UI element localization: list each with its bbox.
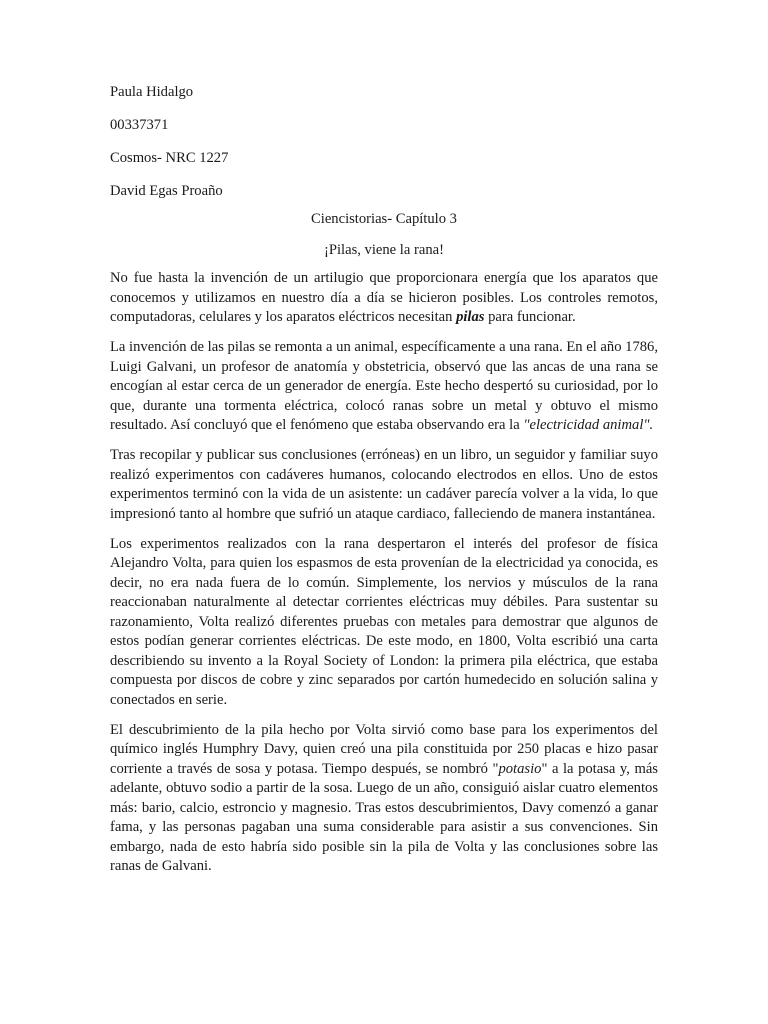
- paragraph-1: [110, 269, 658, 328]
- course-name: Cosmos- NRC 1227: [110, 150, 229, 166]
- paragraph-1-text-b: para funcionar.: [484, 309, 576, 325]
- paragraph-3: Tras recopilar y publicar sus conclusiones (erróneas) en un libro, un seguidor y familiar suyo realizó experimentos con cadáveres humanos, colocando electrodos en ellos. Uno de estos experimentos terminó con la vida de un asistente: un cadáver parecía volver a la vida, lo que impresionó tanto al hombre que sufrió un ataque cardiaco, falleciendo de manera instantánea.: [110, 447, 658, 522]
- paragraph-5: [110, 721, 658, 877]
- student-id: 00337371: [110, 117, 169, 133]
- paragraph-2-text-a: La invención de las pilas se remonta a un animal, específicamente a una rana. En el año 1786, Luigi Galvani, un profesor de anatomía y obstetricia, observó que las ancas de una rana se encogían al estar cerca de un generador de energía. Este hecho despertó su curiosidad, por lo que, durante una tormenta eléctrica, colocó ranas sobre un metal y obtuvo el mismo resultado. Así concluyó que el fenómeno que estaba observando era la: [110, 339, 658, 433]
- paragraph-2: [110, 338, 658, 436]
- paragraph-1-emphasis: pilas: [456, 309, 485, 325]
- professor-name: David Egas Proaño: [110, 183, 223, 199]
- author-name: Paula Hidalgo: [110, 84, 194, 100]
- paragraph-5-text-b: " a la potasa y, más adelante, obtuvo sodio a partir de la sosa. Luego de un año, consiguió aislar cuatro elementos más: bario, calcio, estroncio y magnesio. Tras estos descubrimientos, Davy comenzó a ganar fama, y las personas pagaban una suma considerable para asistir a sus convenciones. Sin embargo, nada de esto habría sido posible sin la pila de Volta y las conclusiones sobre las ranas de Galvani.: [110, 760, 658, 874]
- paragraph-5-text-a: El descubrimiento de la pila hecho por Volta sirvió como base para los experimentos del químico inglés Humphry Davy, quien creó una pila constituida por 250 placas e hizo pasar corriente a través de sosa y potasa. Tiempo después, se nombró ": [110, 721, 658, 777]
- document-page: [110, 82, 658, 887]
- paragraph-1-text-a: No fue hasta la invención de un artilugio que proporcionara energía que los aparatos que conocemos y utilizamos en nuestro día a día se hicieron posibles. Los controles remotos, computadoras, celulares y los aparatos eléctricos necesitan: [110, 270, 658, 325]
- paragraph-5-emphasis: potasio: [498, 760, 542, 777]
- paragraph-4: Los experimentos realizados con la rana despertaron el interés del profesor de física Alejandro Volta, para quien los espasmos de esta provenían de la electricidad ya conocida, es decir, no era nada fuera de lo común. Simplemente, los nervios y músculos de la rana reaccionaban naturalmente al detectar corrientes eléctricas muy débiles. Para sustentar su razonamiento, Volta realizó diferentes pruebas con metales para demostrar que algunos de estos podían generar corrientes eléctricas. De este modo, en 1800, Volta escribió una carta describiendo su invento a la Royal Society of London: la primera pila eléctrica, que estaba compuesta por discos de cobre y zinc separados por cartón humedecido en solución salina y conectados en serie.: [110, 535, 658, 708]
- document-subtitle: ¡Pilas, viene la rana!: [324, 241, 444, 258]
- paragraph-2-emphasis: "electricidad animal".: [523, 417, 654, 433]
- document-title: Ciencistorias- Capítulo 3: [311, 211, 457, 227]
